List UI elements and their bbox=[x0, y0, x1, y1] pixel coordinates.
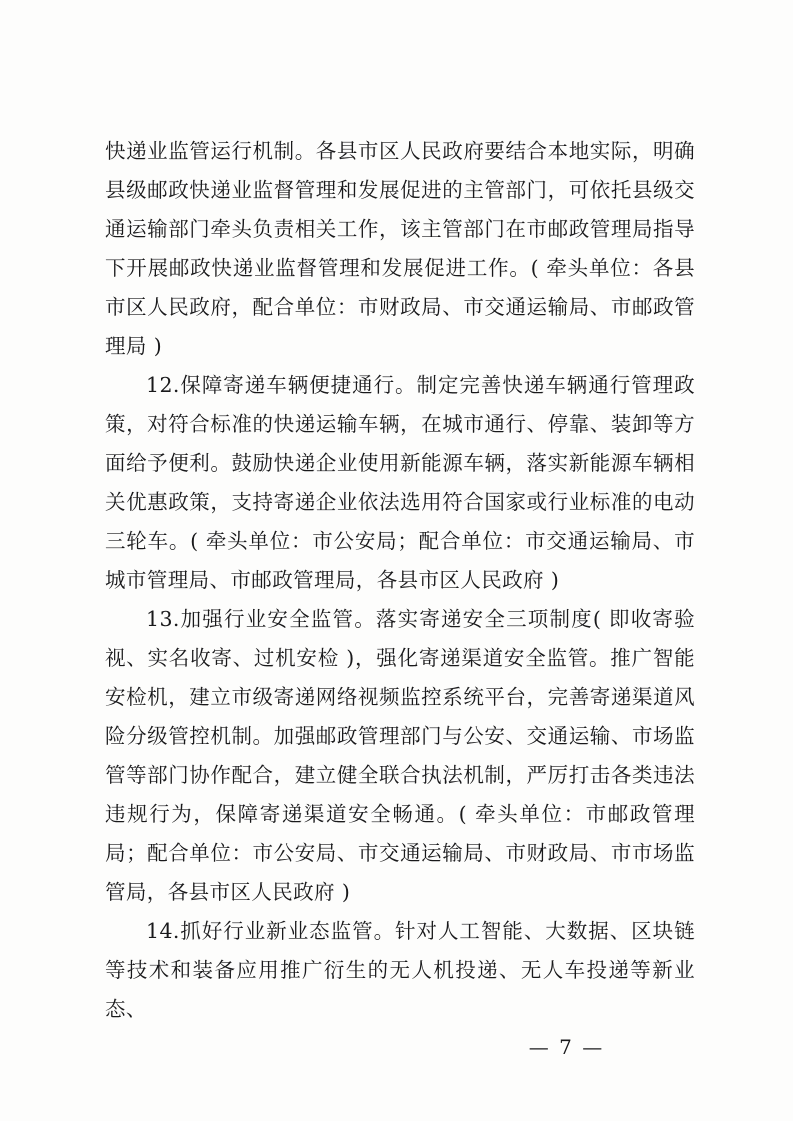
paragraph-item-12: 12.保障寄递车辆便捷通行。制定完善快递车辆通行管理政策，对符合标准的快递运输车辆，在城市通行、停靠、装卸等方面给予便利。鼓励快递企业使用新能源车辆，落实新能源车辆相关优惠政策，支持寄递企业依法选用符合国家或行业标准的电动三轮车。( 牵头单位：市公安局；配合单位：市交通运输局、市城市管理局、市邮政管理局，各县市区人民政府 ) bbox=[105, 373, 695, 592]
paragraph-item-14: 14.抓好行业新业态监管。针对人工智能、大数据、区块链等技术和装备应用推广衍生的无人机投递、无人车投递等新业态、 bbox=[105, 919, 695, 1021]
paragraph-item-13: 13.加强行业安全监管。落实寄递安全三项制度( 即收寄验视、实名收寄、过机安检 )，强化寄递渠道安全监管。推广智能安检机，建立市级寄递网络视频监控系统平台，完善寄递渠道风险分级管控机制。加强邮政管理部门与公安、交通运输、市场监管等部门协作配合，建立健全联合执法机制，严厉打击各类违法违规行为，保障寄递渠道安全畅通。( 牵头单位：市邮政管理局；配合单位：市公安局、市交通运输局、市财政局、市市场监管局，各县市区人民政府 ) bbox=[105, 607, 695, 904]
document-body bbox=[105, 132, 695, 1029]
page-number-label: — 7 — bbox=[528, 1035, 605, 1059]
paragraph-continued-11: 快递业监管运行机制。各县市区人民政府要结合本地实际，明确县级邮政快递业监督管理和发展促进的主管部门，可依托县级交通运输部门牵头负责相关工作，该主管部门在市邮政管理局指导下开展邮政快递业监督管理和发展促进工作。( 牵头单位：各县市区人民政府，配合单位：市财政局、市交通运输局、市邮政管理局 ) bbox=[105, 139, 695, 358]
page-number bbox=[0, 1035, 793, 1059]
